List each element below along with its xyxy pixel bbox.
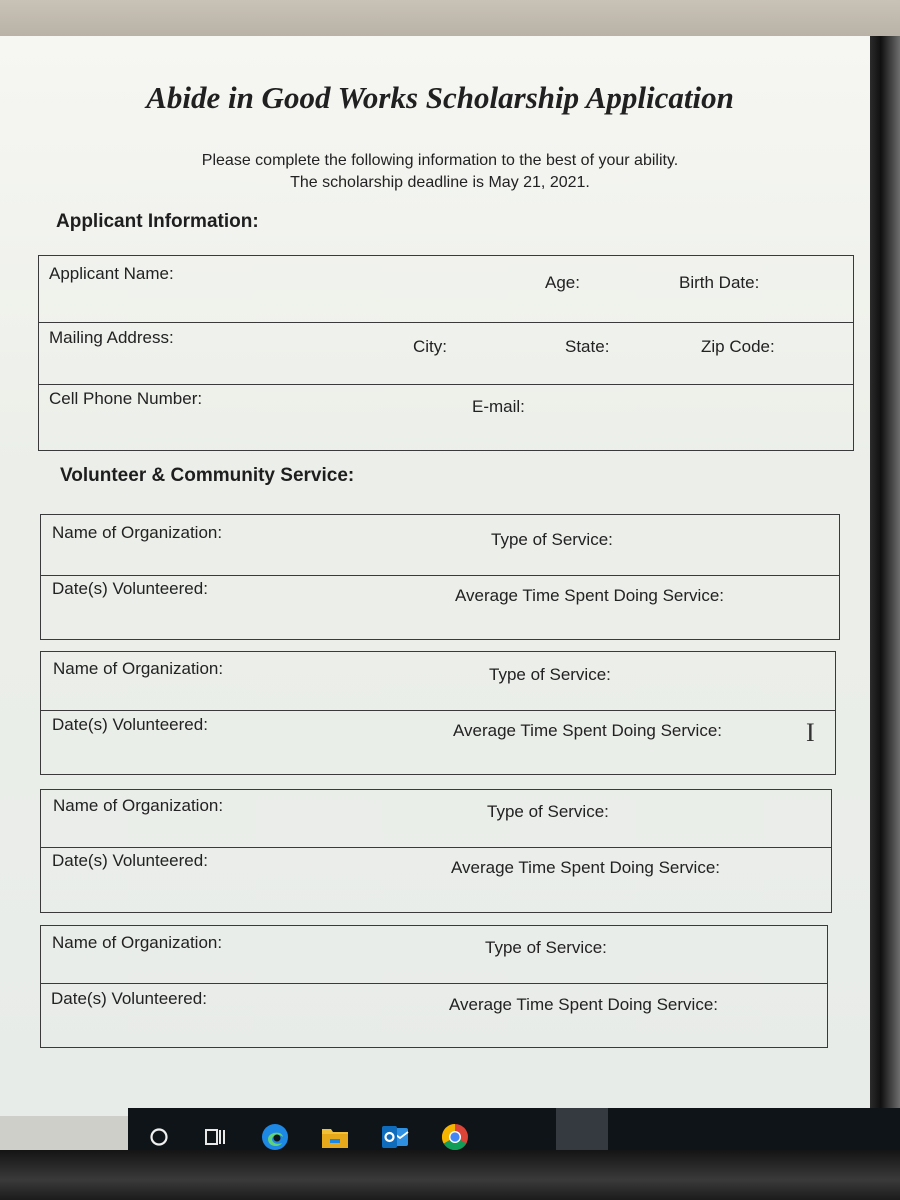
state-label: State: — [565, 337, 610, 356]
city-label: City: — [413, 337, 447, 356]
mailing-address-label: Mailing Address: — [49, 328, 174, 347]
applicant-row-name[interactable] — [39, 256, 853, 322]
zip-code-label: Zip Code: — [701, 337, 775, 356]
service-entry-org-row[interactable] — [41, 790, 831, 847]
document-deadline: The scholarship deadline is May 21, 2021. — [290, 174, 590, 191]
birth-date-label: Birth Date: — [679, 273, 760, 292]
document-instructions: Please complete the following information to the best of your ability. — [201, 152, 679, 169]
file-explorer-icon[interactable] — [320, 1122, 350, 1152]
dates-volunteered-label: Date(s) Volunteered: — [51, 989, 207, 1008]
applicant-row-address[interactable] — [39, 322, 853, 385]
age-label: Age: — [545, 273, 580, 292]
service-entry-4 — [40, 925, 828, 1048]
organization-name-label: Name of Organization: — [53, 796, 224, 815]
text-cursor-icon: I — [806, 718, 815, 747]
type-of-service-label: Type of Service: — [491, 530, 613, 549]
document-title: Abide in Good Works Scholarship Application — [146, 80, 734, 115]
dates-volunteered-label: Date(s) Volunteered: — [52, 715, 208, 734]
organization-name-label: Name of Organization: — [53, 659, 224, 678]
service-entry-3 — [40, 789, 832, 913]
average-time-label: Average Time Spent Doing Service: — [449, 995, 718, 1014]
applicant-name-label: Applicant Name: — [49, 264, 174, 283]
dates-volunteered-label: Date(s) Volunteered: — [52, 851, 208, 870]
type-of-service-label: Type of Service: — [485, 938, 607, 957]
organization-name-label: Name of Organization: — [52, 933, 223, 952]
type-of-service-label: Type of Service: — [487, 802, 609, 821]
applicant-info-heading: Applicant Information: — [56, 211, 259, 232]
service-entry-org-row[interactable] — [41, 515, 839, 575]
task-view-icon[interactable] — [200, 1122, 230, 1152]
email-label: E-mail: — [472, 397, 525, 416]
average-time-label: Average Time Spent Doing Service: — [453, 721, 722, 740]
service-entry-1 — [40, 514, 840, 640]
service-entry-dates-row[interactable] — [41, 983, 827, 1047]
service-entry-org-row[interactable] — [41, 926, 827, 983]
average-time-label: Average Time Spent Doing Service: — [455, 586, 724, 605]
service-entry-dates-row[interactable] — [41, 710, 835, 774]
service-entry-dates-row[interactable] — [41, 575, 839, 639]
chrome-icon[interactable] — [440, 1122, 470, 1152]
organization-name-label: Name of Organization: — [52, 523, 223, 542]
service-entry-2 — [40, 651, 836, 775]
service-entry-dates-row[interactable] — [41, 847, 831, 912]
average-time-label: Average Time Spent Doing Service: — [451, 858, 720, 877]
edge-browser-icon[interactable] — [260, 1122, 290, 1152]
monitor-bezel-right — [868, 36, 900, 1126]
cell-phone-label: Cell Phone Number: — [49, 389, 203, 408]
type-of-service-label: Type of Service: — [489, 665, 611, 684]
service-entry-org-row[interactable] — [41, 652, 835, 710]
outlook-icon[interactable] — [380, 1122, 410, 1152]
monitor-bezel-top — [0, 0, 900, 36]
volunteer-service-heading: Volunteer & Community Service: — [60, 465, 355, 486]
search-circle-icon[interactable] — [144, 1122, 174, 1152]
dates-volunteered-label: Date(s) Volunteered: — [52, 579, 208, 598]
applicant-info-table — [38, 255, 854, 451]
monitor-bezel-bottom — [0, 1150, 900, 1200]
applicant-row-contact[interactable] — [39, 384, 853, 450]
